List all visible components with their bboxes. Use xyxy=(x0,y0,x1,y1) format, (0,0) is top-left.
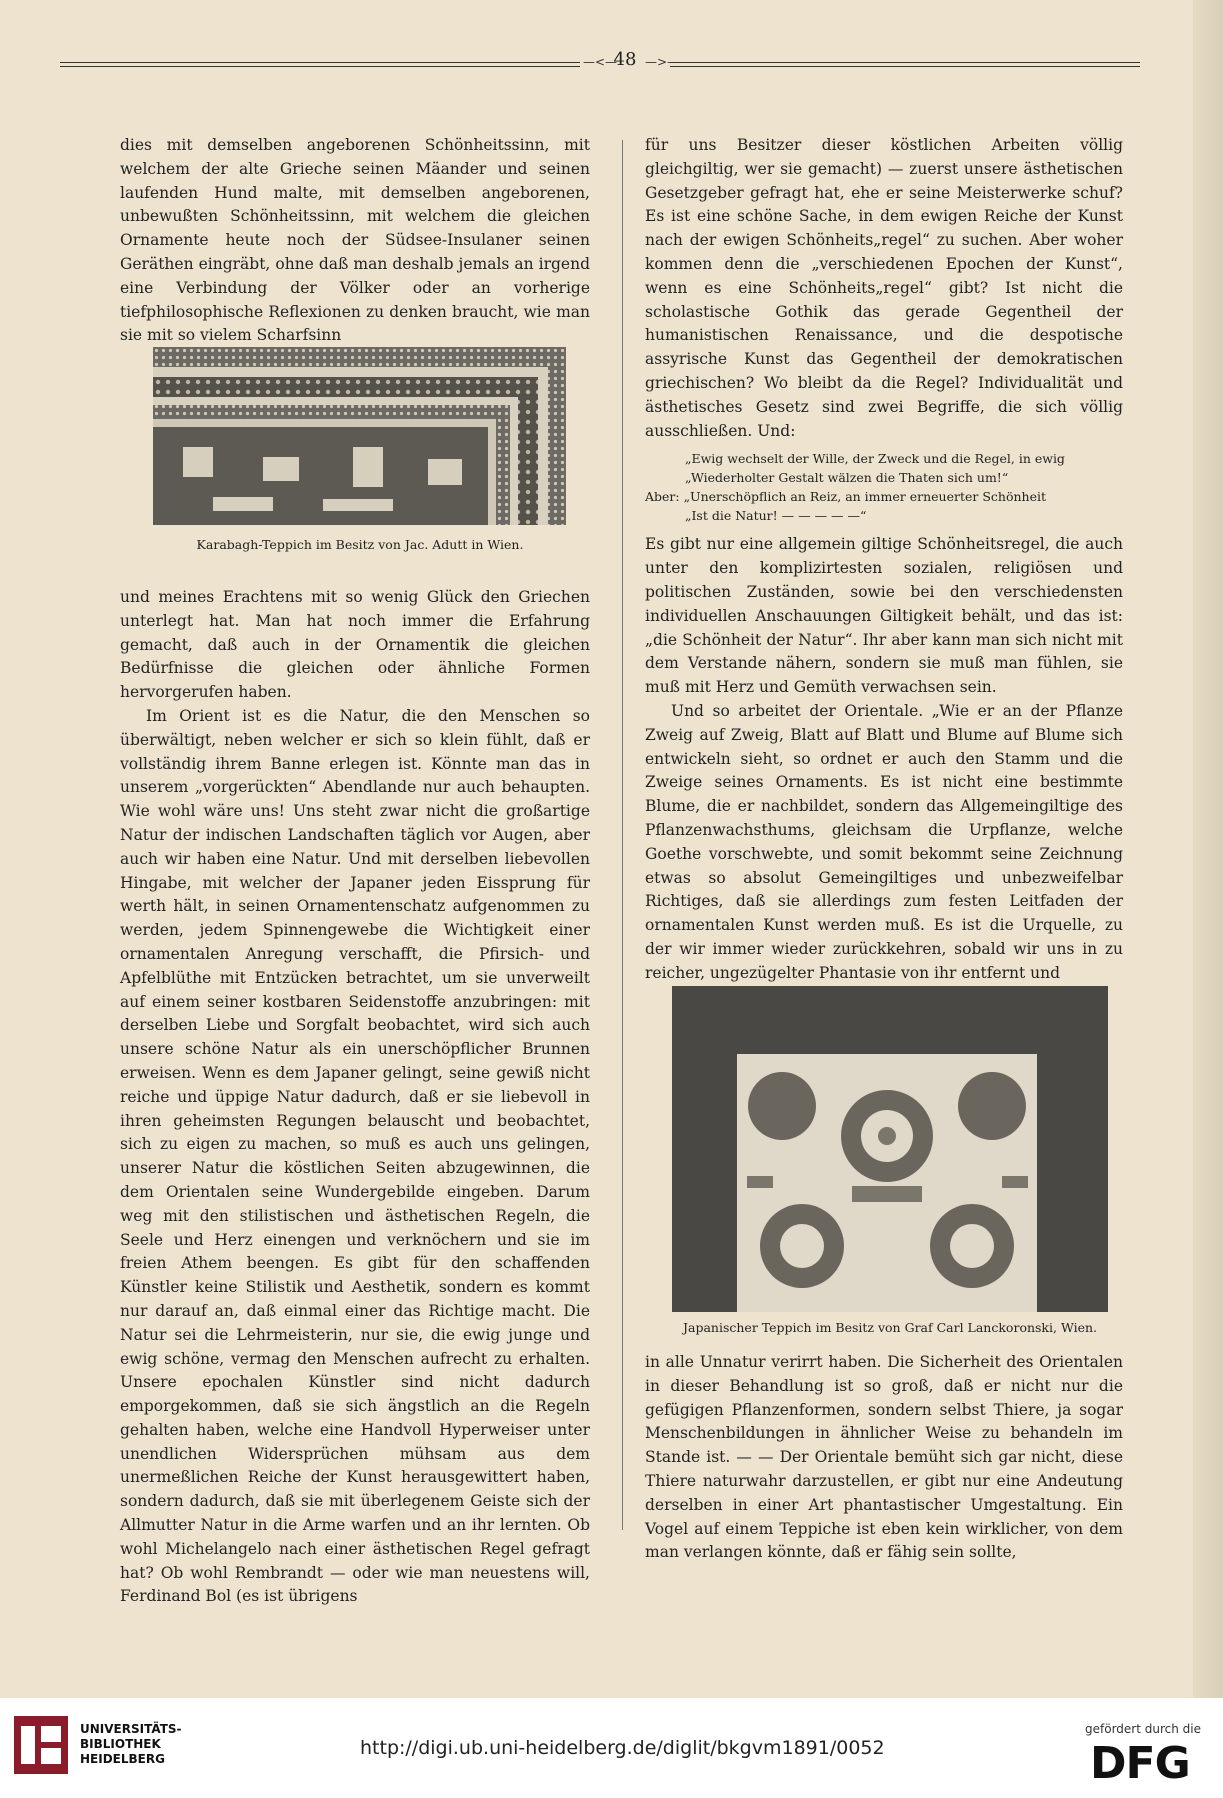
left-column-block-1 xyxy=(120,134,590,348)
header-rule-left xyxy=(60,62,580,67)
column-divider xyxy=(622,140,623,1530)
left-column-block-2 xyxy=(120,586,590,1609)
poem-line: Aber: „Unerschöpflich an Reiz, an immer erneuerter Schönheit xyxy=(645,489,1046,505)
karabagh-carpet-image xyxy=(153,347,566,525)
library-name-line: HEIDELBERG xyxy=(80,1752,165,1766)
paragraph: für uns Besitzer dieser köstlichen Arbeiten völlig gleichgiltig, wer sie gemacht) — zuerst unsere ästhetischen Gesetzgeber gefragt hat, ehe er seine Meisterwerke schuf? Es ist eine schöne Sache, in dem ewigen Reiche der Kunst nach der ewigen Schönheits„regel“ zu suchen. Aber woher kommen denn die „verschiedenen Epochen der Kunst“, wenn es eine Schönheits„regel“ gibt? Ist nicht die scholastische Gothik das gerade Gegentheil der humanistischen Renaissance, und die despotische assyrische Kunst das Gegentheil der demokratischen griechischen? Wo bleibt da die Regel? Individualität und ästhetisches Gesetz sind zwei Begriffe, die sich völlig ausschließen. Und: xyxy=(645,136,1123,440)
paragraph: Im Orient ist es die Natur, die den Menschen so überwältigt, neben welcher er sich so klein fühlt, daß er vollständig ihrem Banne erlegen ist. Könnte man das in unserem „vorgerückten“ Abendlande nur auch behaupten. Wie wohl wäre uns! Uns steht zwar nicht die großartige Natur der indischen Landschaften täglich vor Augen, aber auch wir haben eine Natur. Und mit derselben liebevollen Hingabe, mit welcher der Japaner jeden Eissprung für werth hält, in seinen Ornamentenschatz aufgenommen zu werden, jedem Spinnengewebe die Wichtigkeit einer ornamentalen Anregung verschafft, die Pfirsich- und Apfelblüthe mit Entzücken betrachtet, um sie unverweilt auf einem seiner kostbaren Seidenstoffe anzubringen: mit derselben Liebe und Sorgfalt beobachtet, wird sich auch unsere schöne Natur als ein unerschöpflicher Brunnen erweisen. Wenn es dem Japaner gelingt, seine gewiß nicht reiche und üppige Natur dadurch, daß er sie liebevoll in ihren geheimsten Regungen belauscht und beobachtet, sich zu eigen zu machen, so muß es auch uns gelingen, unserer Natur die köstlichen Seiten abzugewinnen, die dem Orientalen seine Wundergebilde eingeben. Darum weg mit den stilistischen und ästhetischen Regeln, die Seele und Herz einengen und verknöchern und sie im freien Athem beengen. Es gibt für den schaffenden Künstler keine Stilistik und Aesthetik, sondern es kommt nur darauf an, daß einmal einer das Richtige macht. Die Natur sei die Lehrmeisterin, nur sie, die ewig junge und ewig schöne, vermag den Menschen aufrecht zu erhalten. Unsere epochalen Künstler sind nicht dadurch emporgekommen, daß sie sich ängstlich an die Regeln gehalten haben, welche eine Handvoll Hyperweiser unter unendlichen Widersprüchen mühsam aus dem unermeßlichen Reiche der Kunst herausgewittert haben, sondern dadurch, daß sie mit überlegenem Geiste sich der Allmutter Natur in die Arme warfen und an ihr lernten. Ob wohl Michelangelo nach einer ästhetischen Regel gefragt hat? Ob wohl Rembrandt — oder wie man neuestens will, Ferdinand Bol (es ist übrigens xyxy=(120,706,590,1606)
university-library-logo-icon xyxy=(14,1716,68,1774)
page-number: 48 xyxy=(613,49,637,70)
japanese-carpet-image xyxy=(672,986,1108,1312)
right-column-block-1 xyxy=(645,134,1123,986)
paragraph: in alle Unnatur verirrt haben. Die Sicherheit des Orientalen in dieser Behandlung ist so groß, daß er nicht nur die gefügigen Pflanzenformen, sondern selbst Thiere, ja sogar Menschenbildungen in ähnlicher Weise zu behandeln im Stande ist. — — Der Orientale bemüht sich gar nicht, diese Thiere naturwahr darzustellen, er gibt nur eine Andeutung derselben in einer Art phantastischer Umgestaltung. Ein Vogel auf einem Teppiche ist eben kein wirklicher, von dem man verlangen könnte, daß er fähig sein sollte, xyxy=(645,1353,1123,1562)
funded-by-label: gefördert durch die xyxy=(1085,1722,1201,1736)
paragraph: und meines Erachtens mit so wenig Glück den Griechen unterlegt hat. Man hat noch immer die Erfahrung gemacht, daß auch in der Ornamentik die gleichen Bedürfnisse die gleichen oder ähnliche Formen hervorgerufen haben. xyxy=(120,588,590,702)
paragraph: dies mit demselben angeborenen Schönheitssinn, mit welchem der alte Grieche seinen Mäander und seinen laufenden Hund malte, mit demselben angeborenen, unbewußten Schönheitssinn, mit welchem die gleichen Ornamente heute noch der Südsee-Insulaner seinen Geräthen eingräbt, ohne daß man deshalb jemals an irgend eine Verbindung der Völker oder an vorherige tiefphilosophische Reflexionen zu denken braucht, wie man sie mit so vielem Scharfsinn xyxy=(120,136,590,345)
header-ornament-right: —>— xyxy=(645,55,680,69)
figure-caption-2: Japanischer Teppich im Besitz von Graf Carl Lanckoronski, Wien. xyxy=(683,1320,1097,1335)
paragraph: Es gibt nur eine allgemein giltige Schönheitsregel, die auch unter den komplizirtesten sozialen, religiösen und politischen Zuständen, sowie bei den verschiedensten individuellen Anschauungen Giltigkeit behält, und das ist: „die Schönheit der Natur“. Ihr aber kann man sich nicht mit dem Verstande nähern, sondern sie muß man fühlen, sie muß mit Herz und Gemüth verwachsen sein. xyxy=(645,535,1123,697)
poem-quote xyxy=(645,449,1123,525)
source-url[interactable]: http://digi.ub.uni-heidelberg.de/diglit/bkgvm1891/0052 xyxy=(360,1737,885,1759)
right-column-block-2 xyxy=(645,1351,1123,1565)
header-ornament-left: —<— xyxy=(583,55,618,69)
dfg-logo: DFG xyxy=(1090,1738,1190,1789)
header-rule-right xyxy=(670,62,1140,67)
library-name-line: BIBLIOTHEK xyxy=(80,1737,161,1751)
paragraph: Und so arbeitet der Orientale. „Wie er an der Pflanze Zweig auf Zweig, Blatt auf Blatt und Blume auf Blume sich entwickeln sieht, so ordnet er auch den Stamm und die Zweige seines Ornaments. Es ist nicht eine bestimmte Blume, die er nachbildet, sondern das Allgemeingiltige des Pflanzenwachsthums, gleichsam die Urpflanze, welche Goethe vorschwebte, und somit bekommt seine Zeichnung etwas so absolut Gemeingiltiges und unbezweifelbar Richtiges, daß sie allerdings zum festen Leitfaden der ornamentalen Kunst werden muß. Es ist die Urquelle, zu der wir immer wieder zurückkehren, sobald wir uns in zu reicher, ungezügelter Phantasie von ihr entfernt und xyxy=(645,701,1123,982)
library-name-line: UNIVERSITÄTS- xyxy=(80,1722,182,1736)
poem-line: „Wiederholter Gestalt wälzen die Thaten sich um!“ xyxy=(685,470,1009,486)
figure-karabagh-carpet xyxy=(150,347,570,561)
figure-japanese-carpet xyxy=(660,986,1120,1342)
library-name xyxy=(80,1722,182,1767)
poem-line: „Ist die Natur! — — — — —“ xyxy=(685,508,867,524)
figure-caption-1: Karabagh-Teppich im Besitz von Jac. Adutt in Wien. xyxy=(196,537,524,552)
poem-line: „Ewig wechselt der Wille, der Zweck und die Regel, in ewig xyxy=(685,451,1065,467)
